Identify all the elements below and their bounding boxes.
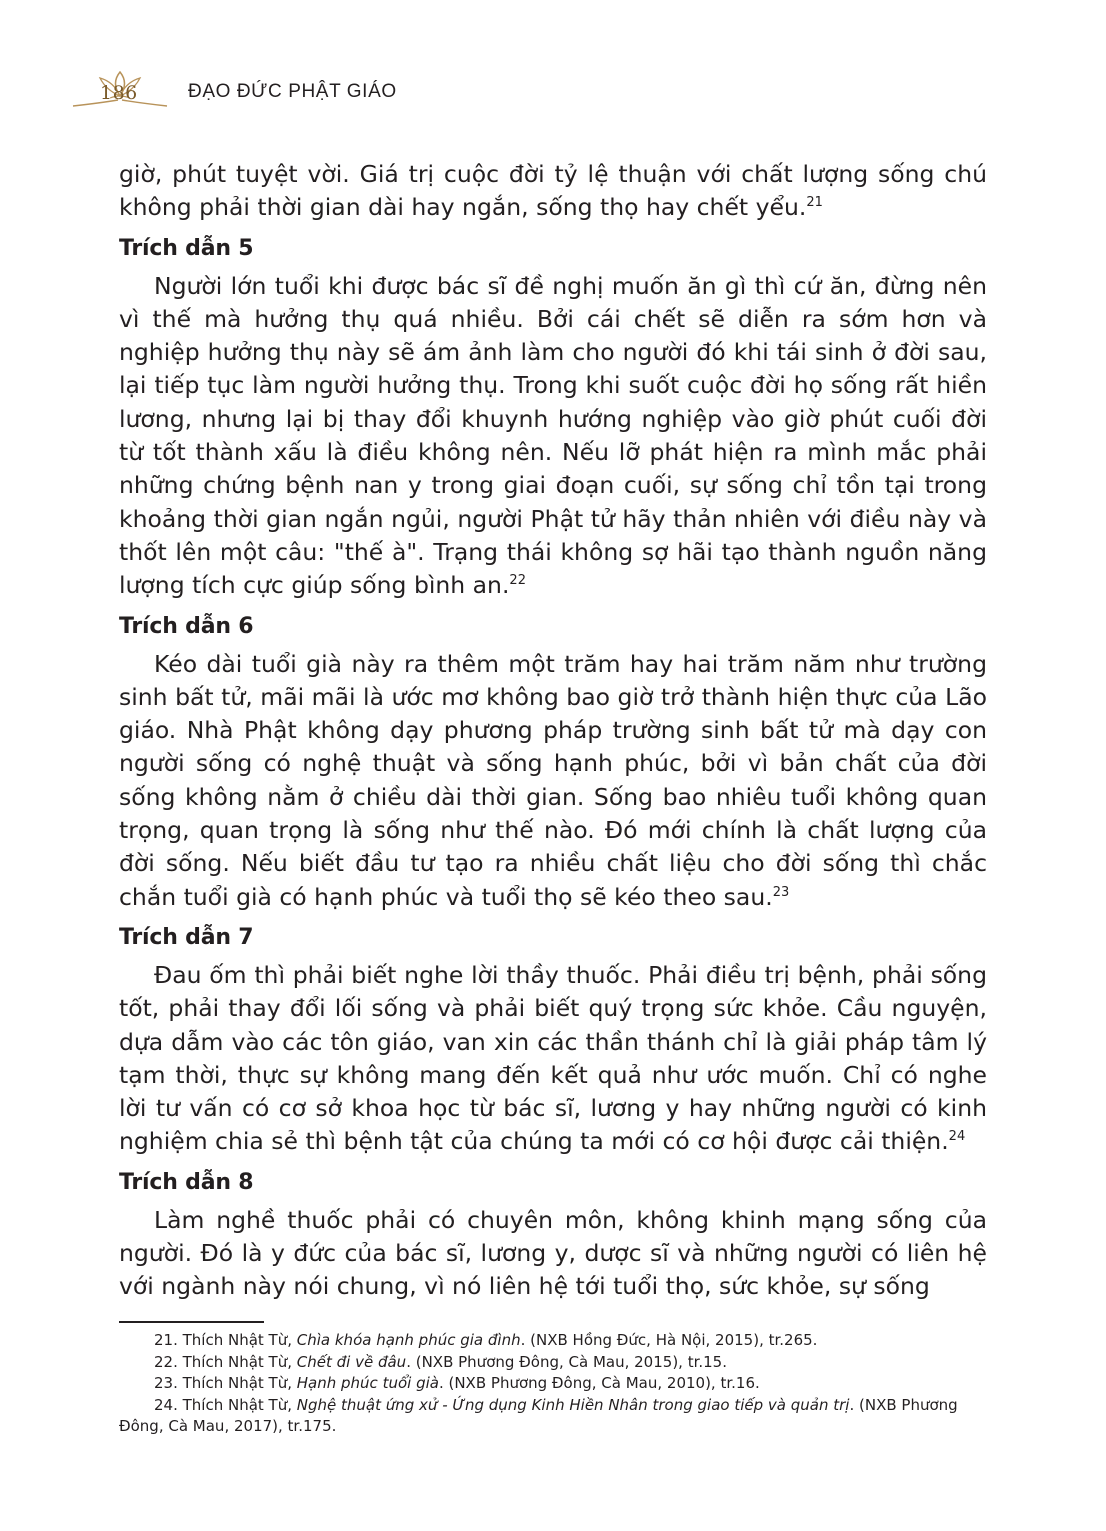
footnote: [119, 1352, 987, 1374]
footnote-divider: [119, 1321, 264, 1323]
quote-text: Làm nghề thuốc phải có chuyên môn, không khinh mạng sống của người. Đó là y đức của bác sĩ, lương y, dược sĩ và những người có liên hệ với ngành này nói chung, vì nó liên hệ tới tuổi thọ, sức khỏe, sự sống: [119, 1205, 987, 1301]
footnote-publication: . (NXB Phương Đông, Cà Mau, 2017), tr.175.: [119, 1395, 958, 1435]
footnote-publication: . (NXB Phương Đông, Cà Mau, 2015), tr.15.: [406, 1352, 727, 1371]
footnote-publication: . (NXB Hồng Đức, Hà Nội, 2015), tr.265.: [520, 1331, 818, 1349]
page-header: [70, 68, 470, 114]
footnote-title: Nghệ thuật ứng xử - Ứng dụng Kinh Hiền Nhân trong giao tiếp và quản trị: [296, 1395, 850, 1414]
footnotes: [119, 1330, 987, 1438]
footnote: [119, 1330, 987, 1352]
section-heading: Trích dẫn 6: [119, 613, 254, 639]
footnote: [119, 1373, 987, 1395]
footnote-ref: 23: [772, 884, 790, 900]
footnote-title: Hạnh phúc tuổi già: [296, 1374, 439, 1392]
quote-paragraph: [119, 270, 987, 603]
running-title: ĐẠO ĐỨC PHẬT GIÁO: [188, 81, 397, 102]
quote-text: Người lớn tuổi khi được bác sĩ đề nghị muốn ăn gì thì cứ ăn, đừng nên vì thế mà hưởng thụ quá nhiều. Bởi cái chết sẽ diễn ra sớm hơn và nghiệp hưởng thụ này sẽ ám ảnh làm cho người đó khi tái sinh ở đời sau, lại tiếp tục làm người hưởng thụ. Trong khi suốt cuộc đời họ sống rất hiền lương, nhưng lại bị thay đổi khuynh hướng nghiệp vào giờ phút cuối đời từ tốt thành xấu là điều không nên. Nếu lỡ phát hiện ra mình mắc phải những chứng bệnh nan y trong giai đoạn cuối, sự sống chỉ tồn tại trong khoảng thời gian ngắn ngủi, người Phật tử hãy thản nhiên với điều này và thốt lên một câu: "thế à". Trạng thái không sợ hãi tạo thành nguồn năng lượng tích cực giúp sống bình an.: [119, 271, 987, 600]
footnote: [119, 1395, 987, 1438]
footnote-ref: 24: [948, 1129, 966, 1145]
page-body: [119, 158, 987, 1304]
footnote-author: 23. Thích Nhật Từ,: [154, 1374, 297, 1392]
section-heading: Trích dẫn 5: [119, 235, 254, 261]
page-number: 186: [100, 82, 138, 104]
quote-paragraph: [119, 648, 987, 914]
intro-text: giờ, phút tuyệt vời. Giá trị cuộc đời tỷ lệ thuận với chất lượng sống chú không phải thời gian dài hay ngắn, sống thọ hay chết yểu.: [119, 160, 987, 222]
footnote-title: Chìa khóa hạnh phúc gia đình: [296, 1331, 521, 1349]
footnote-publication: . (NXB Phương Đông, Cà Mau, 2010), tr.16.: [438, 1374, 760, 1392]
footnote-author: 22. Thích Nhật Từ,: [154, 1352, 297, 1371]
footnote-author: 24. Thích Nhật Từ,: [154, 1395, 297, 1414]
section-heading: Trích dẫn 7: [119, 924, 254, 950]
section-heading: Trích dẫn 8: [119, 1169, 254, 1195]
intro-paragraph: [119, 158, 987, 225]
footnote-author: 21. Thích Nhật Từ,: [154, 1331, 297, 1349]
quote-text: Kéo dài tuổi già này ra thêm một trăm hay hai trăm năm như trường sinh bất tử, mãi mãi là ước mơ không bao giờ trở thành hiện thực của Lão giáo. Nhà Phật không dạy phương pháp trường sinh bất tử mà dạy con người sống có nghệ thuật và sống hạnh phúc, bởi vì bản chất của đời sống không nằm ở chiều dài thời gian. Sống bao nhiêu tuổi không quan trọng, quan trọng là sống như thế nào. Đó mới chính là chất lượng của đời sống. Nếu biết đầu tư tạo ra nhiều chất liệu cho đời sống thì chắc chắn tuổi già có hạnh phúc và tuổi thọ sẽ kéo theo sau.: [119, 649, 987, 911]
footnote-ref: 21: [806, 195, 823, 211]
footnote-ref: 22: [509, 573, 526, 589]
quote-paragraph: [119, 959, 987, 1159]
quote-text: Đau ốm thì phải biết nghe lời thầy thuốc. Phải điều trị bệnh, phải sống tốt, phải thay đổi lối sống và phải biết quý trọng sức khỏe. Cầu nguyện, dựa dẫm vào các tôn giáo, van xin các thần thánh chỉ là giải pháp tâm lý tạm thời, thực sự không mang đến kết quả như ước muốn. Chỉ có nghe lời tư vấn có cơ sở khoa học từ bác sĩ, lương y hay những người có kinh nghiệm chia sẻ thì bệnh tật của chúng ta mới có cơ hội được cải thiện.: [119, 960, 987, 1156]
footnote-title: Chết đi về đâu: [296, 1352, 407, 1371]
quote-paragraph: [119, 1204, 987, 1304]
